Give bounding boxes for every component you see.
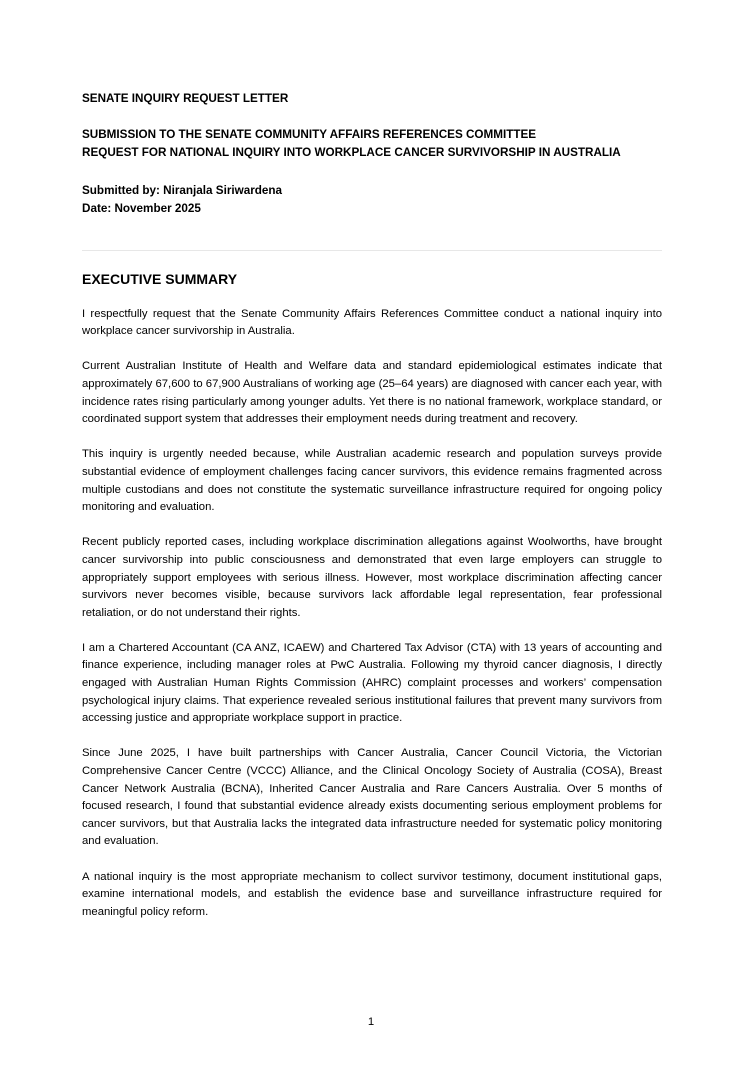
section-divider <box>82 250 662 251</box>
paragraph-request: I respectfully request that the Senate Community Affairs References Committee conduct a national inquiry into workplace cancer survivorship in Australia. <box>82 307 662 338</box>
paragraph-partnerships: Since June 2025, I have built partnerships with Cancer Australia, Cancer Council Victoria, the Victorian Comprehensive Cancer Centre (VCCC) Alliance, and the Clinical Oncology Society of Australia (COSA), Breast Cancer Network Australia (BCNA), Inherited Cancer Australia and Rare Cancers Australia. Over 5 months of focused research, I found that substantial evidence already exists documenting serious employment problems for cancer survivors, but that Australia lacks the integrated data infrastructure needed for systematic policy monitoring and evaluation. <box>82 747 662 848</box>
paragraph-reported-cases: Recent publicly reported cases, including workplace discrimination allegations against Woolworths, have brought cancer survivorship into public consciousness and demonstrated that even large employers can struggle to appropriately support employees with serious illness. However, most workplace discrimination affecting cancer survivors never becomes visible, because survivors lack affordable legal representation, fear professional retaliation, or do not understand their rights. <box>82 536 662 619</box>
page-number: 1 <box>367 1016 375 1028</box>
paragraph-incidence-data: Current Australian Institute of Health and Welfare data and standard epidemiological estimates indicate that approximately 67,600 to 67,900 Australians of working age (25–64 years) are diagnosed with cancer each year, with incidence rates rising particularly among younger adults. Yet there is no national framework, workplace standard, or coordinated support system that addresses their employment needs during treatment and recovery. <box>82 360 662 426</box>
paragraph-author-background: I am a Chartered Accountant (CA ANZ, ICAEW) and Chartered Tax Advisor (CTA) with 13 years of accounting and finance experience, including manager roles at PwC Australia. Following my thyroid cancer diagnosis, I directly engaged with Australian Human Rights Commission (AHRC) complaint processes and workers’ compensation psychological injury claims. That experience revealed serious institutional failures that prevent many survivors from accessing justice and appropriate workplace support in practice. <box>82 641 662 725</box>
document-subtitle-line-2: REQUEST FOR NATIONAL INQUIRY INTO WORKPLACE CANCER SURVIVORSHIP IN AUSTRALIA <box>82 146 621 159</box>
document-subtitle <box>82 126 662 162</box>
paragraph-inquiry-need: This inquiry is urgently needed because, while Australian academic research and population surveys provide substantial evidence of employment challenges facing cancer survivors, this evidence remains fragmented across multiple custodians and does not constitute the systematic surveillance infrastructure required for ongoing policy monitoring and evaluation. <box>82 448 662 514</box>
submitted-by-line: Submitted by: Niranjala Siriwardena <box>82 184 283 197</box>
document-title: SENATE INQUIRY REQUEST LETTER <box>82 92 289 105</box>
section-heading-executive-summary: EXECUTIVE SUMMARY <box>82 271 238 287</box>
paragraph-conclusion: A national inquiry is the most appropriate mechanism to collect survivor testimony, document institutional gaps, examine international models, and establish the evidence base and surveillance infrastructure required for meaningful policy reform. <box>82 870 662 918</box>
date-line: Date: November 2025 <box>82 202 201 215</box>
document-subtitle-line-1: SUBMISSION TO THE SENATE COMMUNITY AFFAIRS REFERENCES COMMITTEE <box>82 128 537 141</box>
